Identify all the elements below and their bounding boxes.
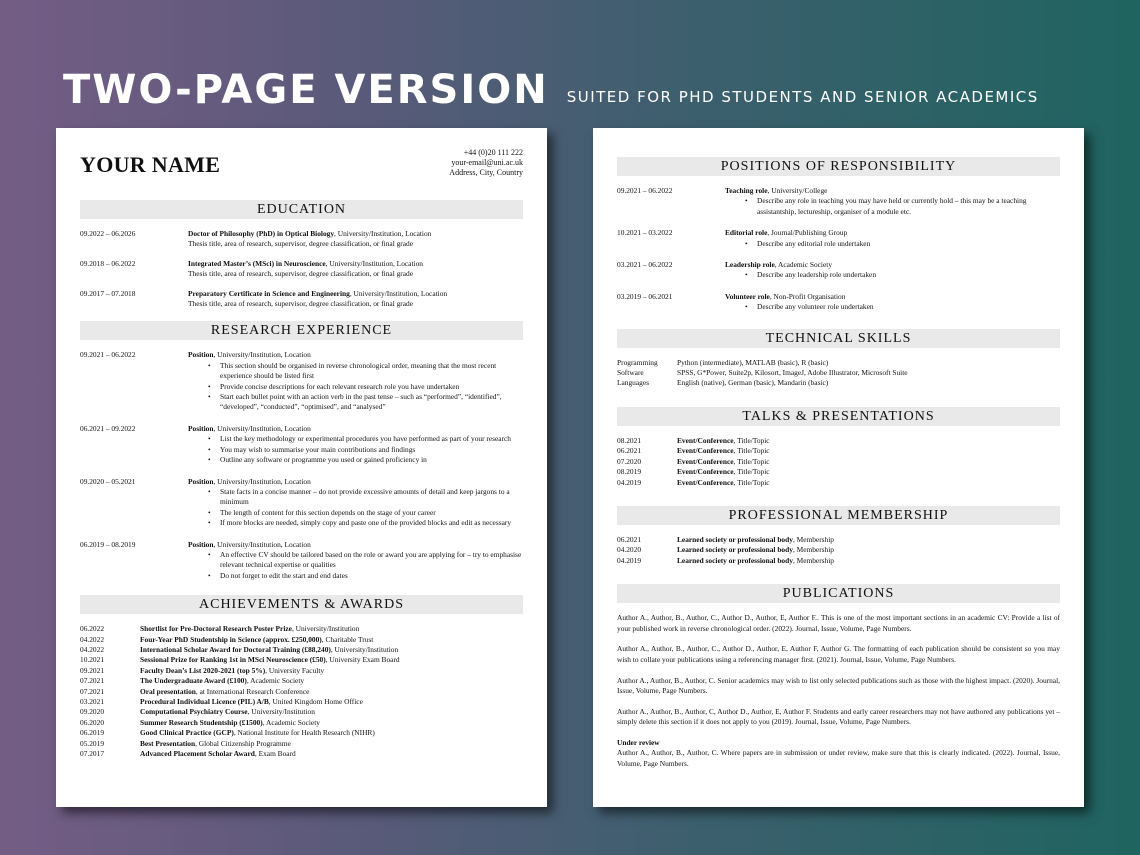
publication-item: Author A., Author, B., Author, C, Author D., Author, E, Author F. Students and early career researchers may not have authored any publications yet – simply delete this section if it does not apply to you (2019). Journal, Issue, Volume, Page Numbers. — [617, 706, 1060, 727]
entry-heading-line — [677, 457, 1060, 467]
entry-date: 09.2020 – 05.2021 — [80, 476, 136, 486]
entry-body — [188, 540, 523, 582]
bullet-item: • Do not forget to edit the start and end dates — [208, 571, 523, 581]
membership-entry — [617, 535, 1060, 545]
entry-heading-line — [677, 545, 1060, 555]
entry-subtitle: , Non-Profit Organisation — [769, 291, 846, 301]
entry-heading-line — [140, 655, 523, 665]
entry-date: 06.2019 – 08.2019 — [80, 539, 136, 549]
cv-page-one — [56, 128, 547, 807]
bullet-item: • Outline any software or programme you used or gained proficiency in — [208, 455, 523, 465]
entry-title: Editorial role — [725, 228, 768, 238]
entry-date: 04.2019 — [617, 477, 642, 487]
entry-value: English (native), German (basic), Mandarin (basic) — [677, 378, 829, 388]
position-entry — [617, 260, 1060, 281]
entry-subtitle: , University Exam Board — [325, 655, 400, 665]
entry-heading-line — [677, 446, 1060, 456]
bullet-item: • Describe any leadership role undertaken — [745, 270, 1060, 280]
bullet-list — [745, 302, 1060, 312]
entry-subtitle: , Journal/Publishing Group — [767, 228, 848, 238]
cv-name: YOUR NAME — [80, 152, 221, 177]
entry-body — [677, 358, 1060, 368]
entry-body — [677, 478, 1060, 488]
talk-entry — [617, 467, 1060, 477]
entry-title: Summer Research Studentship (£1500) — [140, 717, 263, 727]
under-review-label: Under review — [617, 737, 660, 747]
entry-subtitle: , Academic Society — [262, 717, 320, 727]
publication-item: Author A., Author, B., Author, C., Author D., Author, E, Author F, Author G. The formatting of each publication should be consistent so you may wish to collate your publications using a referencing manager first. (2021). Journal, Issue, Volume, Page Numbers. — [617, 644, 1060, 664]
entry-title: Four-Year PhD Studentship in Science (approx. £250,000) — [140, 634, 322, 644]
section-heading-talks: TALKS & PRESENTATIONS — [617, 407, 1060, 426]
skill-entry — [617, 378, 1060, 388]
entry-value: Python (intermediate), MATLAB (basic), R (basic) — [677, 357, 829, 367]
entry-title: Position — [188, 476, 214, 486]
entry-date: 07.2020 — [617, 456, 642, 466]
entry-heading-line — [725, 186, 1060, 196]
bullet-item: • This section should be organised in reverse chronological order, meaning that the most recent experience should be listed first — [208, 361, 523, 382]
entry-heading-line — [140, 676, 523, 686]
entry-body — [725, 292, 1060, 313]
entry-body — [677, 535, 1060, 545]
entry-body — [140, 645, 523, 655]
entry-date: 09.2017 – 07.2018 — [80, 288, 136, 298]
entry-body — [140, 707, 523, 717]
skill-entry — [617, 368, 1060, 378]
education-list — [80, 229, 523, 309]
contact-block — [449, 148, 523, 178]
entry-heading-line — [677, 556, 1060, 566]
section-heading-positions: POSITIONS OF RESPONSIBILITY — [617, 157, 1060, 176]
bullet-item: • Describe any role in teaching you may have held or currently hold – this may be a teaching assistantship, lectureship, organiser of a module etc. — [745, 196, 1060, 217]
entry-body — [140, 749, 523, 759]
entry-date: 04.2020 — [617, 545, 642, 555]
entry-detail: Thesis title, area of research, supervisor, degree classification, or final grade — [188, 299, 414, 309]
entry-subtitle: , Global Citizenship Programme — [195, 738, 291, 748]
entry-subtitle: , University Faculty — [265, 665, 325, 675]
entry-title: Position — [188, 350, 214, 360]
entry-body — [140, 697, 523, 707]
research-entry — [80, 350, 523, 412]
entry-heading-line — [677, 467, 1060, 477]
entry-date: 08.2019 — [617, 467, 642, 477]
award-entry — [80, 739, 523, 749]
bullet-list — [208, 361, 523, 413]
award-entry — [80, 728, 523, 738]
entry-body — [188, 229, 523, 250]
cv-header — [80, 128, 523, 200]
entry-title: Sessional Prize for Ranking 1st in MSci Neuroscience (£50) — [140, 655, 326, 665]
bullet-item: • Describe any volunteer role undertaken — [745, 302, 1060, 312]
entry-title: Event/Conference — [677, 456, 734, 466]
entry-body — [140, 676, 523, 686]
entry-date: 06.2019 — [80, 728, 105, 738]
entry-heading-line — [140, 635, 523, 645]
entry-body — [677, 446, 1060, 456]
entry-heading-line — [677, 478, 1060, 488]
entry-subtitle: , Title/Topic — [733, 435, 770, 445]
entry-date: 06.2021 — [617, 446, 642, 456]
award-entry — [80, 635, 523, 645]
entry-title: Computational Psychiatry Course — [140, 707, 248, 717]
entry-detail: Thesis title, area of research, supervisor, degree classification, or final grade — [188, 239, 414, 249]
entry-subtitle: , University/College — [767, 186, 828, 195]
entry-heading-line — [725, 260, 1060, 270]
section-heading-publications: PUBLICATIONS — [617, 584, 1060, 603]
entry-subtitle: , Academic Society — [246, 676, 305, 686]
entry-subtitle: , Title/Topic — [733, 456, 770, 466]
bullet-item: • You may wish to summarise your main contributions and findings — [208, 445, 523, 455]
contact-address: Address, City, Country — [449, 168, 523, 177]
entry-date: 06.2021 — [617, 534, 642, 544]
entry-subtitle: , Membership — [792, 534, 834, 544]
section-heading-awards: ACHIEVEMENTS & AWARDS — [80, 595, 523, 614]
entry-subtitle: , University/Institution — [330, 644, 399, 654]
entry-date: 09.2021 — [80, 665, 105, 675]
entry-date: 06.2022 — [80, 624, 105, 634]
entry-heading-line — [188, 477, 523, 487]
bullet-item: • Provide concise descriptions for each relevant research role you have undertaken — [208, 382, 523, 392]
talks-list — [617, 436, 1060, 488]
entry-body — [140, 739, 523, 749]
entry-body — [725, 228, 1060, 249]
entry-heading-line — [188, 424, 523, 434]
entry-body — [188, 424, 523, 466]
entry-body — [677, 436, 1060, 446]
entry-subtitle: , University/Institution, Location — [334, 229, 432, 238]
entry-title: Doctor of Philosophy (PhD) in Optical Biology — [188, 229, 335, 238]
award-entry — [80, 707, 523, 717]
bullet-item: • An effective CV should be tailored based on the role or award you are applying for – try to emphasise relevant technical expertise or qualities — [208, 550, 523, 571]
entry-heading-line — [188, 540, 523, 550]
membership-entry — [617, 556, 1060, 566]
entry-date: 06.2021 – 09.2022 — [80, 423, 136, 433]
entry-title: Event/Conference — [677, 446, 734, 456]
entry-date: 09.2021 – 06.2022 — [80, 350, 136, 360]
entry-title: International Scholar Award for Doctoral Training (£88,240) — [140, 644, 331, 654]
entry-heading-line — [188, 350, 523, 360]
entry-date: Software — [617, 368, 644, 378]
section-heading-research: RESEARCH EXPERIENCE — [80, 321, 523, 340]
entry-body — [677, 545, 1060, 555]
entry-heading-line — [677, 368, 1060, 378]
entry-heading-line — [140, 624, 523, 634]
cv-page-two — [593, 128, 1084, 807]
entry-subtitle: , Membership — [792, 545, 834, 555]
entry-title: The Undergraduate Award (£100) — [140, 676, 247, 686]
entry-title: Teaching role — [725, 186, 768, 195]
entry-heading-line — [677, 378, 1060, 388]
entry-title: Learned society or professional body — [677, 555, 793, 565]
entry-body — [677, 457, 1060, 467]
banner-title: TWO-PAGE VERSION — [63, 67, 549, 113]
banner — [63, 64, 1039, 112]
entry-heading-line — [140, 749, 523, 759]
entry-date: 10.2021 – 03.2022 — [617, 228, 673, 238]
entry-subtitle: , Title/Topic — [733, 477, 770, 487]
membership-list — [617, 535, 1060, 566]
publication-item: Author A., Author, B., Author, C. Senior academics may wish to list only selected publications such as those with the highest impact. (2020). Journal, Issue, Volume, Page Numbers. — [617, 675, 1060, 695]
entry-subtitle: , University/Institution, Location — [213, 476, 311, 486]
entry-subtitle: , Exam Board — [254, 749, 296, 759]
entry-title: Learned society or professional body — [677, 545, 793, 555]
entry-title: Best Presentation — [140, 738, 196, 748]
banner-subtitle: SUITED FOR PHD STUDENTS AND SENIOR ACADEMICS — [566, 88, 1039, 106]
award-entry — [80, 676, 523, 686]
entry-title: Faculty Dean’s List 2020-2021 (top 5%) — [140, 665, 266, 675]
entry-heading-line — [140, 718, 523, 728]
education-entry — [80, 229, 523, 250]
entry-date: 04.2019 — [617, 555, 642, 565]
entry-detail: Thesis title, area of research, supervisor, degree classification, or final grade — [188, 269, 414, 279]
entry-body — [725, 186, 1060, 217]
entry-subtitle: , Charitable Trust — [321, 634, 374, 644]
entry-date: 07.2017 — [80, 749, 105, 759]
awards-list — [80, 624, 523, 759]
entry-date: 09.2020 — [80, 707, 105, 717]
award-entry — [80, 697, 523, 707]
entry-date: 07.2021 — [80, 676, 105, 686]
publication-item: Author A., Author, B., Author, C., Author D., Author, E, Author F.. This is one of the most important sections in an academic CV: Provide a list of your published work in reverse chronological order. (2022). Journal, Issue, Volume, Page Numbers. — [617, 613, 1060, 633]
section-heading-membership: PROFESSIONAL MEMBERSHIP — [617, 506, 1060, 525]
entry-date: 09.2021 – 06.2022 — [617, 186, 673, 195]
entry-heading-line — [140, 666, 523, 676]
award-entry — [80, 718, 523, 728]
entry-subtitle: , University/Institution, Location — [349, 288, 448, 298]
entry-subtitle: , Title/Topic — [733, 446, 770, 456]
entry-date: Languages — [617, 378, 650, 388]
entry-heading-line — [140, 645, 523, 655]
entry-title: Procedural Individual Licence (PIL) A/B — [140, 697, 269, 706]
research-entry — [80, 424, 523, 466]
entry-heading-line — [725, 292, 1060, 302]
entry-body — [140, 687, 523, 697]
bullet-item: • The length of content for this section depends on the stage of your career — [208, 508, 523, 518]
bullet-list — [208, 487, 523, 529]
entry-body — [140, 655, 523, 665]
talk-entry — [617, 446, 1060, 456]
position-entry — [617, 292, 1060, 313]
entry-heading-line — [140, 687, 523, 697]
entry-body — [140, 635, 523, 645]
entry-title: Advanced Placement Scholar Award — [140, 749, 255, 759]
entry-title: Shortlist for Pre-Doctoral Research Poster Prize — [140, 624, 292, 634]
award-entry — [80, 655, 523, 665]
entry-heading-line — [140, 739, 523, 749]
bullet-list — [745, 239, 1060, 249]
membership-entry — [617, 545, 1060, 555]
entry-title: Preparatory Certificate in Science and Engineering — [188, 288, 350, 298]
entry-heading-line — [140, 697, 523, 707]
award-entry — [80, 645, 523, 655]
entry-body — [188, 350, 523, 412]
entry-date: 04.2022 — [80, 634, 105, 644]
entry-heading-line — [677, 436, 1060, 446]
bullet-item: • Describe any editorial role undertaken — [745, 239, 1060, 249]
entry-date: 08.2021 — [617, 435, 642, 445]
entry-date: 03.2019 – 06.2021 — [617, 291, 673, 301]
research-list — [80, 350, 523, 581]
bullet-list — [208, 550, 523, 581]
entry-heading-line — [140, 707, 523, 717]
entry-date: 03.2021 — [80, 697, 105, 706]
entry-body — [188, 259, 523, 280]
entry-body — [140, 624, 523, 634]
position-entry — [617, 186, 1060, 217]
talk-entry — [617, 457, 1060, 467]
entry-body — [677, 556, 1060, 566]
entry-subtitle: , Academic Society — [774, 260, 833, 270]
education-entry — [80, 289, 523, 310]
entry-date: 09.2018 – 06.2022 — [80, 258, 136, 268]
position-entry — [617, 228, 1060, 249]
skill-entry — [617, 358, 1060, 368]
entry-body — [677, 368, 1060, 378]
entry-heading-line — [725, 228, 1060, 238]
entry-heading-line — [140, 728, 523, 738]
entry-subtitle: , United Kingdom Home Office — [268, 697, 363, 706]
entry-body — [188, 289, 523, 310]
entry-subtitle: , National Institute for Health Research (NIHR) — [233, 728, 375, 738]
entry-subtitle: , at International Research Conference — [195, 686, 310, 696]
talk-entry — [617, 436, 1060, 446]
entry-title: Event/Conference — [677, 435, 734, 445]
entry-subtitle: , Membership — [792, 555, 834, 565]
contact-email: your-email@uni.ac.uk — [451, 158, 523, 167]
entry-heading-line — [677, 358, 1060, 368]
entry-body — [677, 378, 1060, 388]
entry-title: Volunteer role — [725, 291, 770, 301]
under-review-block — [617, 738, 1060, 769]
entry-title: Oral presentation — [140, 686, 196, 696]
entry-date: Programming — [617, 357, 658, 367]
entry-date: 05.2019 — [80, 738, 105, 748]
award-entry — [80, 687, 523, 697]
education-entry — [80, 259, 523, 280]
entry-subtitle: , University/Institution, Location — [213, 423, 311, 433]
award-entry — [80, 624, 523, 634]
bullet-item: • If more blocks are needed, simply copy and paste one of the provided blocks and edit as necessary — [208, 518, 523, 528]
section-heading-skills: TECHNICAL SKILLS — [617, 329, 1060, 348]
entry-subtitle: , Title/Topic — [733, 467, 770, 477]
entry-date: 10.2021 — [80, 655, 105, 665]
bullet-list — [745, 196, 1060, 217]
entry-body — [725, 260, 1060, 281]
entry-title: Learned society or professional body — [677, 534, 793, 544]
entry-date: 09.2022 – 06.2026 — [80, 229, 136, 238]
entry-subtitle: , University/Institution — [247, 707, 315, 717]
entry-title: Event/Conference — [677, 467, 734, 477]
entry-value: SPSS, G*Power, Suite2p, Kilosort, ImageJ, Adobe Illustrator, Microsoft Suite — [677, 368, 908, 378]
entry-body — [188, 477, 523, 529]
research-entry — [80, 540, 523, 582]
entry-subtitle: , University/Institution — [291, 624, 360, 634]
entry-body — [140, 728, 523, 738]
entry-date: 07.2021 — [80, 686, 105, 696]
entry-body — [140, 718, 523, 728]
entry-title: Leadership role — [725, 260, 775, 270]
award-entry — [80, 749, 523, 759]
bullet-list — [208, 434, 523, 465]
entry-date: 04.2022 — [80, 644, 105, 654]
under-review-text: Author A., Author, B., Author, C. Where papers are in submission or under review, make sure that this is clearly indicated. (2022). Journal, Issue, Volume, Page Numbers. — [617, 748, 1060, 768]
entry-heading-line — [188, 229, 523, 239]
entry-heading-line — [188, 289, 523, 299]
entry-title: Event/Conference — [677, 477, 734, 487]
entry-body — [140, 666, 523, 676]
entry-heading-line — [188, 259, 523, 269]
skills-list — [617, 358, 1060, 389]
entry-date: 03.2021 – 06.2022 — [617, 260, 673, 270]
entry-body — [677, 467, 1060, 477]
entry-heading-line — [677, 535, 1060, 545]
entry-subtitle: , University/Institution, Location — [213, 350, 311, 360]
entry-date: 06.2020 — [80, 717, 105, 727]
bullet-item: • Start each bullet point with an action verb in the past tense – such as “performed”, “identified”, “developed”, “conducted”, “optimised”, and “analysed” — [208, 392, 523, 413]
bullet-item: • List the key methodology or experimental procedures you have performed as part of your research — [208, 434, 523, 444]
bullet-item: • State facts in a concise manner – do not provide excessive amounts of detail and keep jargons to a minimum — [208, 487, 523, 508]
talk-entry — [617, 478, 1060, 488]
award-entry — [80, 666, 523, 676]
entry-title: Integrated Master’s (MSci) in Neuroscience — [188, 258, 326, 268]
research-entry — [80, 477, 523, 529]
contact-phone: +44 (0)20 111 222 — [463, 148, 523, 157]
entry-subtitle: , University/Institution, Location — [325, 258, 423, 268]
bullet-list — [745, 270, 1060, 280]
entry-title: Position — [188, 539, 214, 549]
publications-list — [617, 613, 1060, 727]
positions-list — [617, 186, 1060, 313]
entry-subtitle: , University/Institution, Location — [213, 539, 311, 549]
section-heading-education: EDUCATION — [80, 200, 523, 219]
entry-title: Position — [188, 423, 214, 433]
entry-title: Good Clinical Practice (GCP) — [140, 728, 234, 738]
